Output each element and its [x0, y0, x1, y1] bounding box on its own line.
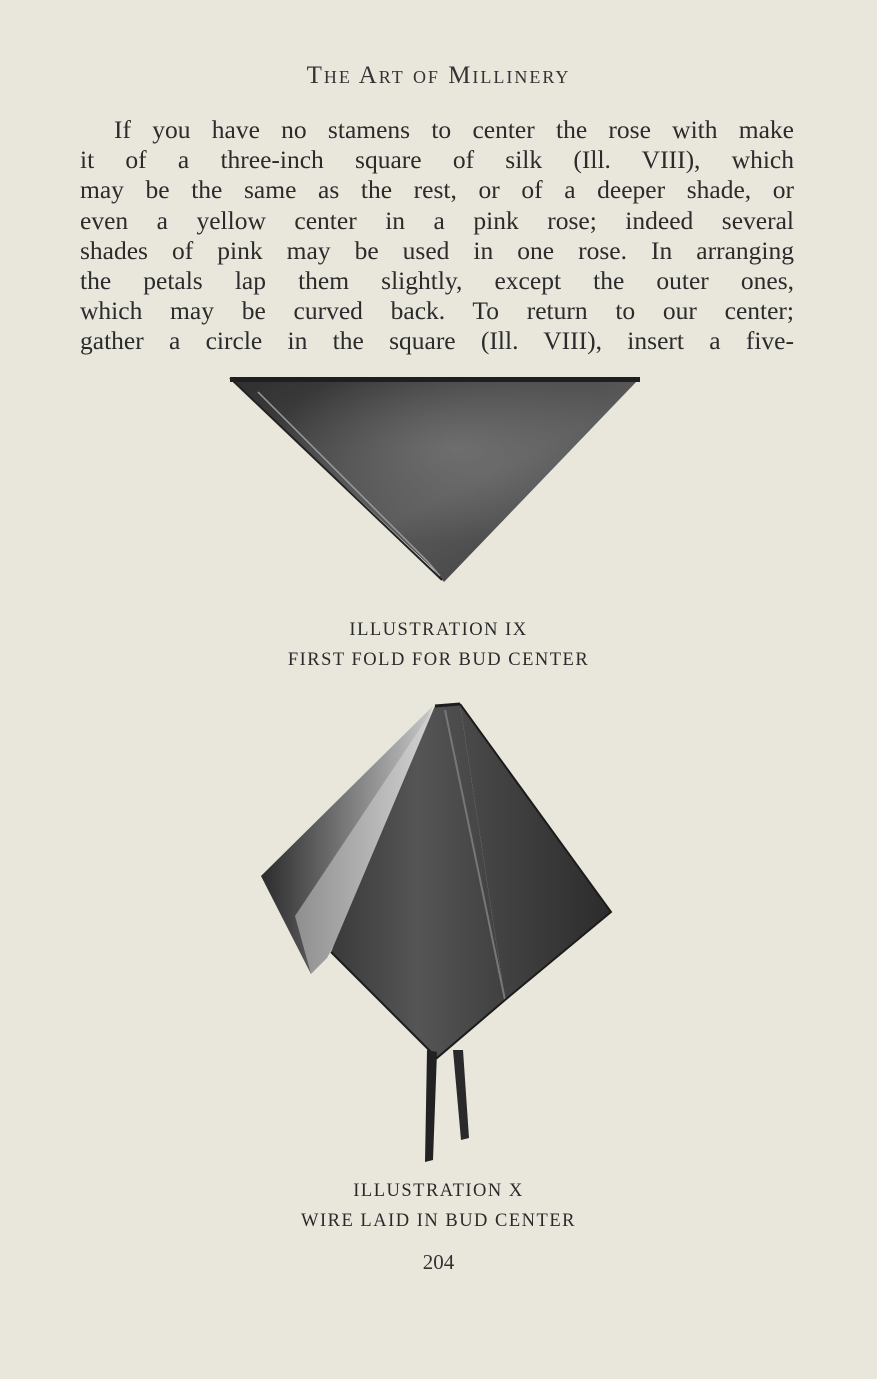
figure-caption: FIRST FOLD FOR BUD CENTER [287, 650, 590, 670]
figure-label: ILLUSTRATION X [353, 1181, 524, 1201]
figure-caption: WIRE LAID IN BUD CENTER [301, 1211, 576, 1231]
paragraph-line: it of a three-inch square of silk (Ill. VIII), which [80, 145, 794, 175]
paragraph-line: which may be curved back. To return to our center; [80, 296, 794, 326]
paragraph-line: shades of pink may be used in one rose. In arranging [80, 235, 794, 265]
illustration-ix-image [228, 372, 642, 588]
figure-label: ILLUSTRATION IX [349, 620, 528, 640]
illustration-x-image [255, 700, 617, 1166]
paragraph-line: gather a circle in the square (Ill. VIII), insert a five- [80, 326, 794, 356]
paragraph-line: the petals lap them slightly, except the outer ones, [80, 266, 794, 296]
page-number: 204 [422, 1250, 455, 1274]
paragraph-line: even a yellow center in a pink rose; indeed several [80, 205, 794, 235]
body-paragraph [80, 115, 794, 357]
paragraph-line: If you have no stamens to center the rose with make [114, 115, 794, 144]
running-head: The Art of Millinery [306, 62, 571, 89]
paragraph-line: may be the same as the rest, or of a deeper shade, or [80, 175, 794, 205]
